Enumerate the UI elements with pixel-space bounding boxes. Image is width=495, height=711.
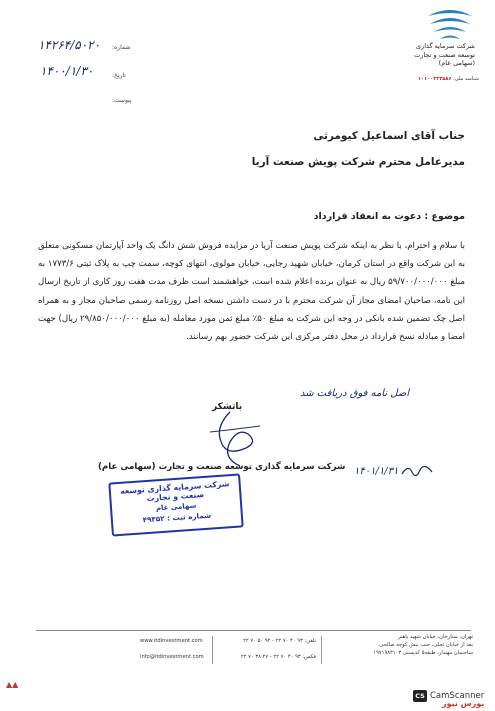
company-name-line1: شرکت سرمایه گذاری bbox=[416, 42, 475, 50]
footer-web bbox=[140, 637, 210, 661]
footer-phone: تلفن: ۹۳ ۴۰ ۷۰ ۲۲ - ۹۲ ۵۰ ۷۰ ۲۲ bbox=[243, 638, 316, 644]
footer-address-line3: ساختمان مهتدار، طبقه۵ کدپستی ۱۹۷۱۹۸۳۱۰۳ bbox=[373, 650, 473, 656]
footer-email: info@itdinvestment.com bbox=[140, 654, 204, 660]
footer-contact bbox=[216, 637, 316, 661]
recipient-title: مدیرعامل محترم شرکت پویش صنعت آریا bbox=[251, 156, 465, 168]
letter-body: با سلام و احترام، با نظر به اینکه شرکت پویش صنعت آریا در مزایده فروش شش دانگ یک واحد آپارتمان مسکونی متعلق به این شرکت واقع در استان کرمان، خیابان شهید رجایی، خیابان مولوی، انتهای کوچه، سمت چپ به پلاک ثبتی ۱۷۷۳/۶ به مبلغ ۵۹/۷۰۰/۰۰۰/۰۰۰ ریال به عنوان برنده اعلام شده است، خواهشمند است ظرف مدت هفت روز کاری از تاریخ ارسال این نامه، صاحبان امضای مجاز آن شرکت محترم با در دست داشتن نسخه اصل روزنامه رسمی صاحبان مجاز و به همراه اصل چک تضمین شده بانکی در وجه این شرکت به مبلغ ۵۰٪ مبلغ ثمن مورد معامله (به مبلغ ۲۹/۸۵۰/۰۰۰/۰۰۰ ریال) جهت امضا و مبادله نسخ قرارداد در محل دفتر مرکزی این شرکت حضور بهم رسانند. bbox=[38, 241, 466, 343]
letter-subject: موضوع : دعوت به انعقاد قرارداد bbox=[313, 211, 465, 222]
footer-divider bbox=[212, 636, 213, 664]
camscanner-text: CamScanner bbox=[430, 691, 485, 701]
handwritten-receipt-note: اصل نامه فوق دریافت شد bbox=[300, 388, 410, 399]
closing-thanks: باتشکر bbox=[212, 402, 243, 412]
camscanner-badge: CS bbox=[413, 690, 427, 702]
signer-company: شرکت سرمایه گذاری توسعه صنعت و تجارت (سهامی عام) bbox=[98, 462, 346, 472]
footer-address-line2: بعد از خیابان تجلی، جنب نبش کوچه صالحی bbox=[379, 642, 473, 648]
attachment-label: پیوست: bbox=[112, 97, 132, 104]
company-name-line3: (سهامی عام) bbox=[438, 59, 475, 67]
reg-label: شناسه ملی: bbox=[453, 76, 479, 82]
manager-signature bbox=[200, 408, 270, 470]
footer-divider bbox=[321, 636, 322, 664]
number-value: ۱۴۲۶۴/۵۰۲۰ bbox=[38, 38, 101, 52]
receiver-signature bbox=[400, 460, 434, 482]
footer-rule bbox=[36, 630, 471, 631]
stamp-line2: سهامی عام bbox=[155, 501, 197, 513]
company-name-line2: توسعه صنعت و تجارت bbox=[414, 50, 475, 59]
footer-fax: فکس: ۹۳ ۴۰ ۷۰ ۲۲ - ۲۷ ۳۸ ۷۰ ۲۲ bbox=[240, 654, 316, 660]
footer-address-line1: تهران، ستارخان، خیابان شهید باهنر bbox=[398, 634, 473, 640]
company-stamp bbox=[108, 473, 243, 536]
reg-number: ۱۰۱۰۰۳۲۳۵۸۶ bbox=[417, 76, 452, 82]
company-logo bbox=[426, 6, 474, 42]
company-name bbox=[395, 42, 475, 68]
number-label: شماره: bbox=[112, 44, 131, 51]
bourse-news-mark: بورس نیوز bbox=[442, 699, 485, 708]
footer-website: www.itdinvestment.com bbox=[140, 638, 203, 644]
news-logo-icon: ▲▲ bbox=[6, 680, 19, 689]
stamp-line3: شماره ثبت : ۴۹۳۵۲ bbox=[142, 510, 212, 525]
stamp-line1: شرکت سرمایه گذاری توسعه صنعت و تجارت bbox=[119, 479, 230, 504]
footer-address bbox=[323, 633, 473, 657]
date-label: تاریخ: bbox=[112, 72, 126, 79]
date-value: ۱۴۰۰/۱/۳۰ bbox=[40, 64, 94, 78]
recipient-name: جناب آقای اسماعیل کیومرثی bbox=[313, 130, 465, 142]
handwritten-receipt-date: ۱۴۰۱/۱/۳۱ bbox=[354, 466, 399, 477]
registration-line bbox=[369, 76, 479, 82]
